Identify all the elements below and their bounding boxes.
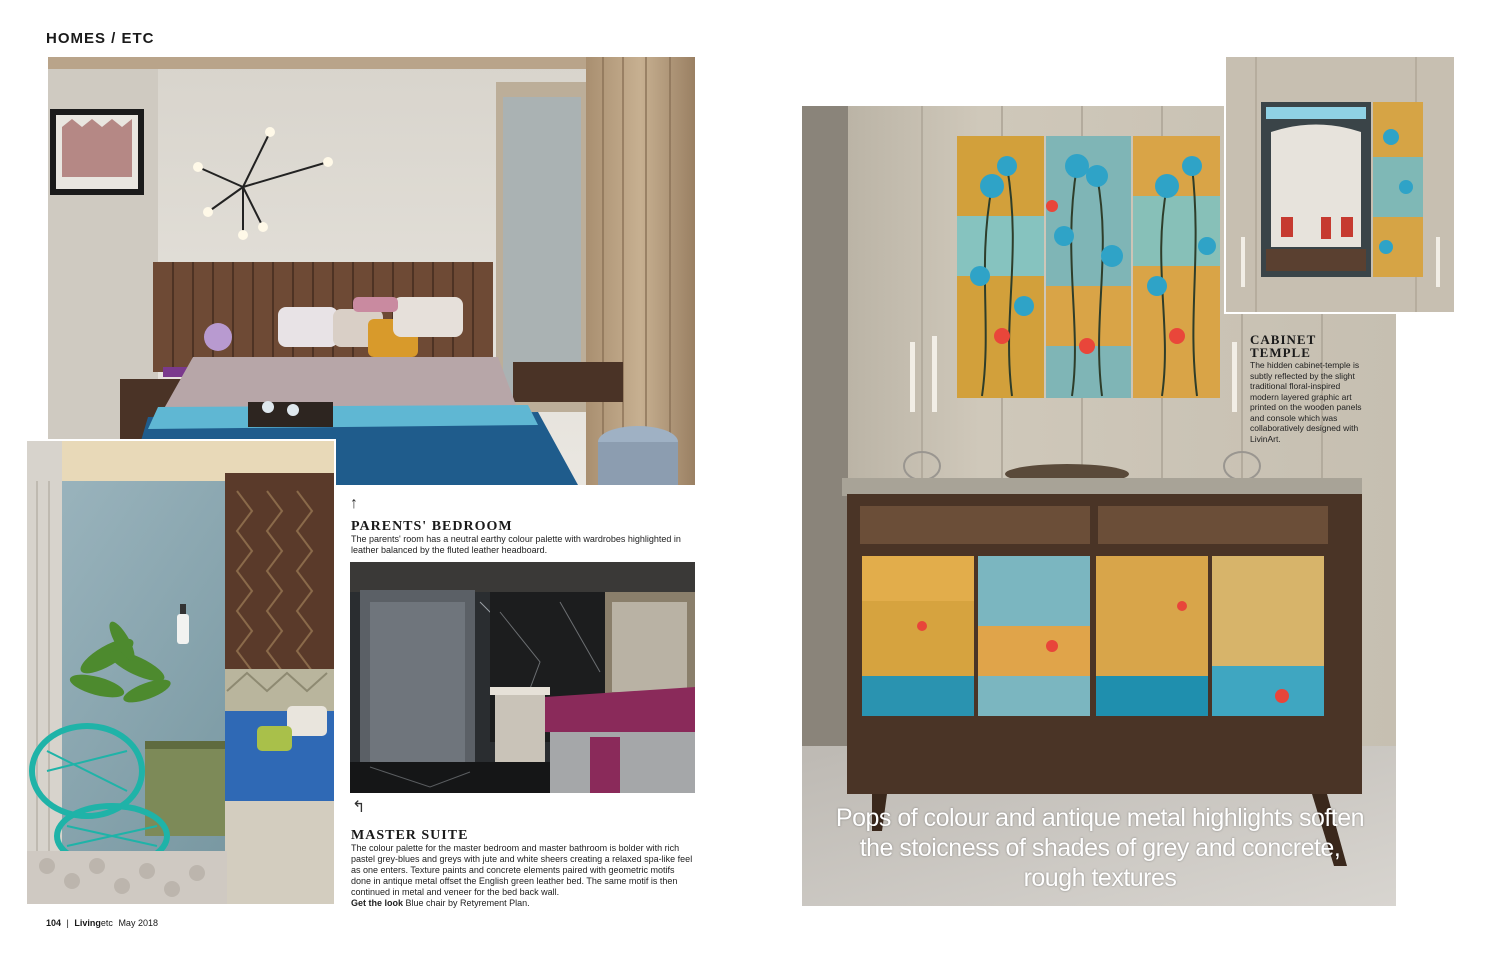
section-label: HOMES / ETC: [46, 30, 155, 47]
cabinet-temple-heading-line2: TEMPLE: [1250, 345, 1311, 360]
issue-date: May 2018: [118, 918, 158, 928]
page-footer: [46, 918, 158, 928]
master-suite-heading: MASTER SUITE: [351, 828, 469, 843]
parents-bedroom-body: The parents' room has a neutral earthy colour palette with wardrobes highlighted in leather balanced by the fluted leather headboard.: [351, 534, 681, 555]
master-bathroom-photo: [350, 562, 695, 793]
parents-bedroom-photo: [48, 57, 695, 485]
get-the-look-label: Get the look: [351, 898, 404, 908]
parents-bedroom-heading: PARENTS' BEDROOM: [351, 519, 513, 534]
pull-quote: Pops of colour and antique metal highlights soften the stoicness of shades of grey and concrete, rough textures: [835, 804, 1365, 892]
cabinet-temple-heading: [1250, 333, 1316, 359]
cabinet-temple-photo: [1224, 55, 1456, 314]
get-the-look-text: Blue chair by Retyrement Plan.: [405, 898, 530, 908]
brand-suffix: etc: [100, 918, 113, 928]
arrow-up-left-icon: ↰: [352, 799, 366, 816]
arrow-up-icon: ↑: [350, 495, 358, 512]
cabinet-temple-heading-line1: CABINET: [1250, 332, 1317, 347]
cabinet-temple-body: The hidden cabinet-temple is subtly reflected by the slight traditional floral-inspired modern layered graphic art printed on the wooden panels and console which was collaboratively designed with LivinArt.: [1250, 360, 1362, 444]
master-suite-body: [351, 843, 696, 909]
master-suite-photo: [25, 439, 336, 906]
brand-name: Living: [74, 918, 101, 928]
page-number: 104: [46, 918, 62, 928]
footer-separator: |: [66, 918, 69, 928]
master-suite-body-text: The colour palette for the master bedroom and master bathroom is bolder with rich pastel grey-blues and greys with jute and white sheers creating a relaxed spa-like feel as one enters. Texture paints and concrete elements paired with geometric motifs done in antique metal offset the English green leather bed. The same motif is then continued in metal and veneer for the bed back wall.: [351, 843, 693, 897]
